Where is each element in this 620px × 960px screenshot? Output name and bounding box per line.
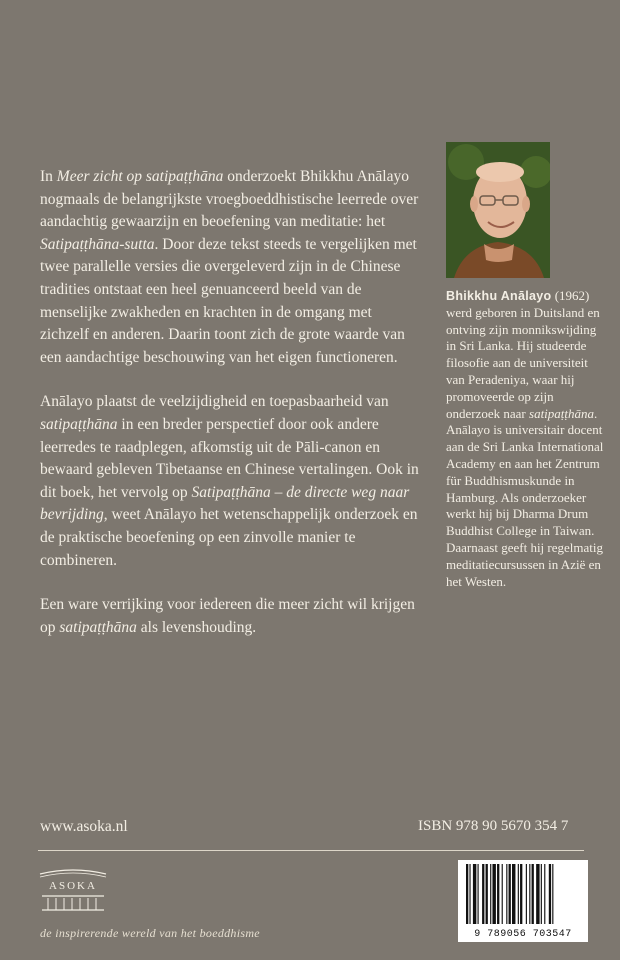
barcode-bar	[492, 864, 495, 924]
barcode-bar	[541, 864, 542, 924]
text-run: als levenshouding.	[136, 618, 257, 636]
barcode-bar	[544, 864, 545, 924]
barcode-bar	[509, 864, 511, 924]
website: www.asoka.nl	[40, 818, 128, 835]
previous-book-title: Satipaṭṭhāna – de directe weg naar bevrijding	[40, 483, 410, 524]
text-run: . Anālayo is universitair docent aan de Sri Lanka International Academy en aan het Zentrum für Buddhismuskunde in Hamburg. Als onderzoeker werkt hij bij Dharma Drum Buddhist College in Taiwan. Daarnaast geeft hij regelmatig meditatiecursussen in Azië en het Westen.	[446, 405, 604, 589]
term: satipaṭṭhāna	[40, 415, 118, 433]
text-run: In	[40, 168, 57, 185]
barcode-bar	[490, 864, 491, 924]
term: satipaṭṭhāna	[529, 405, 595, 421]
text-run: , weet Anālayo het wetenschappelijk onderzoek en de praktische beoefening op een zinvolle manier te combineren.	[40, 506, 418, 569]
barcode-bar	[532, 864, 534, 924]
text-run: Anālayo plaatst de veelzijdigheid en toepasbaarheid van	[40, 393, 389, 411]
barcode-bar	[506, 864, 507, 924]
text-run: Een ware verrijking voor iedereen die meer zicht wil krijgen op	[40, 596, 415, 636]
barcode-bar	[552, 864, 553, 924]
asoka-logo	[38, 868, 108, 912]
barcode-bar	[536, 864, 539, 924]
logo-wordmark: ASOKA	[49, 880, 97, 892]
description-paragraph-2	[40, 391, 420, 572]
barcode-bars	[458, 860, 588, 928]
text-run: . Door deze tekst steeds te vergelijken met twee parallelle versies die overgeleverd zijn in de Chinese tradities ontstaat een heel genuanceerd beeld van de menselijke zwakheden en krachten in de omgang met zichzelf en anderen. Daarin toont zich de grote waarde van een aandachtige beschouwing van het eigen functioneren.	[40, 235, 417, 366]
barcode-bar	[478, 864, 479, 924]
back-cover-description	[40, 166, 420, 661]
sutta-title: Satipaṭṭhāna-sutta	[40, 235, 155, 253]
isbn: ISBN 978 90 5670 354 7	[418, 818, 569, 834]
barcode-bar	[497, 864, 499, 924]
description-paragraph-1	[40, 166, 420, 369]
term: satipaṭṭhāna	[59, 618, 137, 636]
publisher-tagline: de inspirerende wereld van het boeddhisme	[40, 926, 260, 940]
text-run: onderzoekt Bhikkhu Anālayo nogmaals de belangrijkste vroegboeddhistische leerrede over aandachtig gewaarzijn en beoefening van meditatie: het	[40, 168, 419, 231]
author-biography	[446, 288, 606, 590]
text-run: (1962) werd geboren in Duitsland en ontving zijn monnikswijding in Sri Lanka. Hij studeerde filosofie aan de universiteit van Peradeniya, waar hij promoveerde op zijn onderzoek naar	[446, 288, 600, 421]
author-name: Bhikkhu Anālayo	[446, 289, 552, 303]
barcode-bar	[512, 864, 515, 924]
text-run: in een breder perspectief door ook andere leerredes te raadplegen, afkomstig uit de Pāli-canon en bewaard gebleven Tibetaanse en Chinese vertalingen. Ook in dit boek, het vervolg op	[40, 415, 419, 501]
barcode-bar	[529, 864, 530, 924]
barcode-bar	[473, 864, 476, 924]
barcode-number: 9 789056 703547	[474, 929, 572, 940]
barcode-bar	[526, 864, 527, 924]
barcode-bar	[549, 864, 551, 924]
barcode-bar	[502, 864, 503, 924]
barcode-bar	[466, 864, 468, 924]
author-photo	[446, 142, 550, 278]
barcode-bar	[469, 864, 470, 924]
description-paragraph-3	[40, 594, 420, 639]
barcode-bar	[518, 864, 519, 924]
barcode-bar	[520, 864, 522, 924]
barcode-bar	[482, 864, 484, 924]
book-title: Meer zicht op satipaṭṭhāna	[56, 168, 224, 185]
isbn-barcode	[458, 860, 588, 942]
divider	[38, 850, 584, 851]
barcode-bar	[486, 864, 488, 924]
